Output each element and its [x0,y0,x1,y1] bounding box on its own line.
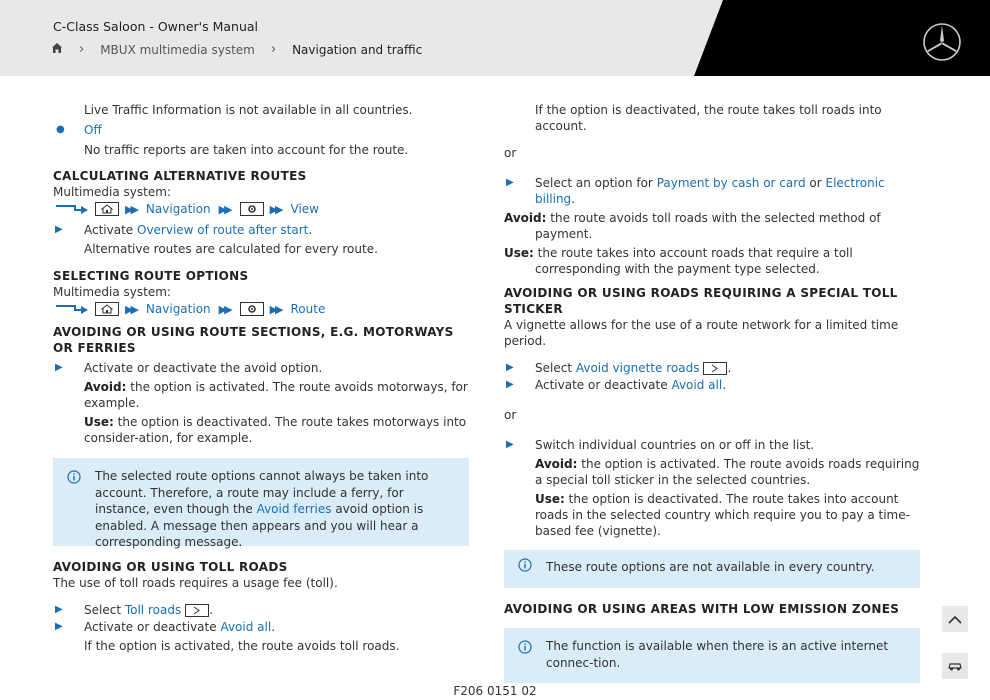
mercedes-star-logo [922,22,962,62]
left-column [53,102,469,654]
step-text: Activate or deactivate the avoid option. [84,361,323,375]
paragraph: If the option is deactivated, the route takes toll roads into account. [535,103,882,133]
double-arrow-icon: ▶▶ [269,302,281,316]
list-item [504,175,920,207]
list-item [504,437,920,453]
double-arrow-icon: ▶▶ [125,302,136,316]
use-description: Use: the route takes into account roads that require a toll corresponding with the payment type selected. [504,246,853,276]
step-arrow-icon: ▶ [55,604,63,615]
paragraph: Alternative routes are calculated for every route. [84,242,378,256]
chevron-right-icon: › [79,42,85,57]
menu-path [53,300,469,318]
step-text: Select Toll roads . [84,603,214,617]
info-text: These route options are not available in every country. [546,559,875,574]
breadcrumb [51,42,422,57]
list-item [504,377,920,393]
overview-option-link[interactable]: Overview of route after start [137,223,309,237]
arrow-box-icon [185,604,209,617]
path-start-arrow-icon [55,303,89,315]
info-icon [67,468,95,534]
section-heading: SELECTING ROUTE OPTIONS [53,269,249,283]
list-item [53,619,469,635]
avoid-ferries-link[interactable]: Avoid ferries [256,502,332,516]
info-text: The selected route options cannot always be taken into account. Therefore, a route may include a ferry, for instance, even though the Avoid ferries avoid option is enabled. A message then appears and you will hear a corresponding message. [95,469,429,549]
paragraph: The use of toll roads requires a usage fee (toll). [53,576,338,590]
toll-roads-link[interactable]: Toll roads [124,603,182,617]
info-box [504,628,920,683]
info-icon [518,558,546,577]
info-icon [518,638,546,671]
vehicle-button[interactable] [942,653,968,679]
path-route[interactable]: Route [290,302,326,316]
step-arrow-icon: ▶ [506,177,514,188]
step-text: Activate or deactivate Avoid all. [84,620,276,634]
multimedia-label: Multimedia system: [53,285,171,299]
manual-title: C-Class Saloon - Owner's Manual [53,19,258,34]
paragraph: Live Traffic Information is not available in all countries. [84,103,413,117]
step-text: Select an option for Payment by cash or card or Electronic billing. [535,176,885,206]
list-item [53,360,469,376]
or-separator: or [504,146,517,160]
avoid-all-link[interactable]: Avoid all [220,620,272,634]
step-arrow-icon: ▶ [55,621,63,632]
path-start-arrow-icon [55,203,89,215]
or-separator: or [504,408,517,422]
footer-code: F206 0151 02 [453,684,537,698]
chevron-up-icon [948,615,962,624]
avoid-vignette-roads-link[interactable]: Avoid vignette roads [575,361,700,375]
info-box [504,550,920,588]
section-heading: AVOIDING OR USING TOLL ROADS [53,560,288,574]
menu-path [53,200,469,218]
chevron-right-icon: › [270,42,277,57]
section-heading: CALCULATING ALTERNATIVE ROUTES [53,169,307,183]
use-description: Use: the option is deactivated. The route takes motorways into consider-ation, for example. [84,415,467,445]
section-heading: AVOIDING OR USING AREAS WITH LOW EMISSION ZONES [504,602,900,616]
info-text: The function is available when there is an active internet connec-tion. [546,639,889,670]
path-view[interactable]: View [290,202,319,216]
step-text: Activate Overview of route after start. [84,223,313,237]
double-arrow-icon: ▶▶ [269,202,281,216]
step-text: Activate or deactivate Avoid all. [535,378,727,392]
paragraph: No traffic reports are taken into account for the route. [84,143,409,157]
bullet-icon: ● [56,124,65,135]
step-arrow-icon: ▶ [55,224,63,235]
home-icon[interactable] [51,42,63,57]
step-arrow-icon: ▶ [506,439,514,450]
avoid-description: Avoid: the route avoids toll roads with the selected method of payment. [504,211,881,241]
avoid-all-link[interactable]: Avoid all [671,378,723,392]
right-column [504,102,920,683]
off-option-label: Off [84,123,102,137]
arrow-box-icon [703,362,727,375]
car-icon [947,660,963,672]
double-arrow-icon: ▶▶ [125,202,136,216]
breadcrumb-item-navigation[interactable]: Navigation and traffic [292,42,423,57]
list-item [53,122,469,138]
home-button-icon [95,302,119,316]
breadcrumb-item-mbux[interactable]: MBUX multimedia system [100,42,255,57]
settings-gear-icon [240,302,264,316]
section-heading: AVOIDING OR USING ROADS REQUIRING A SPECIAL TOLL STICKER [504,286,898,316]
header [0,0,990,76]
use-description: Use: the option is deactivated. The route takes into account roads in the selected country which require you to pay a time-based fee (vignette). [535,492,910,538]
paragraph: A vignette allows for the use of a route network for a limited time period. [504,318,899,348]
list-item [53,222,469,238]
path-navigation[interactable]: Navigation [145,302,211,316]
list-item [53,602,469,618]
avoid-description: Avoid: the option is activated. The route avoids motorways, for example. [84,380,468,410]
path-navigation[interactable]: Navigation [145,202,211,216]
step-text: Select Avoid vignette roads . [535,361,732,375]
electronic-billing-link[interactable]: Electronic billing [535,176,885,206]
section-heading: AVOIDING OR USING ROUTE SECTIONS, E.G. MOTORWAYS OR FERRIES [53,325,454,355]
step-arrow-icon: ▶ [506,379,514,390]
multimedia-label: Multimedia system: [53,185,171,199]
step-arrow-icon: ▶ [506,362,514,373]
scroll-to-top-button[interactable] [942,606,968,632]
settings-gear-icon [240,202,264,216]
payment-cash-card-link[interactable]: Payment by cash or card [656,176,806,190]
double-arrow-icon: ▶▶ [218,302,230,316]
paragraph: If the option is activated, the route avoids toll roads. [84,639,400,653]
avoid-description: Avoid: the option is activated. The route avoids roads requiring a special toll sticker in the selected countries. [535,457,920,487]
list-item [504,360,920,376]
double-arrow-icon: ▶▶ [218,202,230,216]
step-text: Switch individual countries on or off in the list. [535,438,815,452]
home-button-icon [95,202,119,216]
step-arrow-icon: ▶ [55,362,63,373]
info-box [53,458,469,549]
